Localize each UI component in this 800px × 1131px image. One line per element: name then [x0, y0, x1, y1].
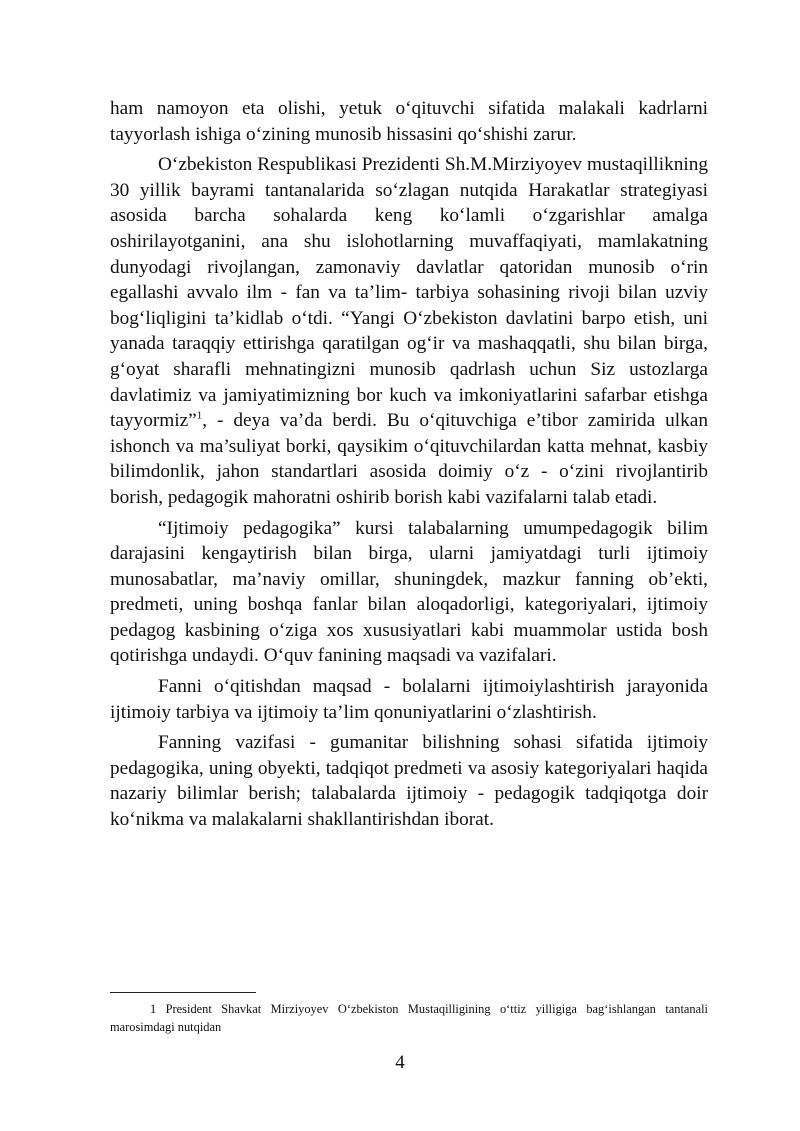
- paragraph-2-text: O‘zbekiston Respublikasi Prezidenti Sh.M.Mirziyoyev mustaqillikning 30 yillik bayrami tantanalarida so‘zlagan nutqida Harakatlar strategiyasi asosida barcha sohalarda keng ko‘lamli o‘zgarishlar amalga oshirilayotganini, ana shu islohotlarning muvaffaqiyati, mamlakatning dunyodagi rivojlangan, zamonaviy davlatlar qatoridan munosib o‘rin egallashi avvalo ilm - fan va ta’lim- tarbiya sohasining rivoji bilan uzviy bog‘liqligini ta’kidlab o‘tdi. “Yangi O‘zbekiston davlatini barpo etish, uni yanada taraqqiy ettirishga qaratilgan og‘ir va mashaqqatli, shu bilan birga, g‘oyat sharafli mehnatingizni munosib qadrlash uchun Siz ustozlarga davlatimiz va jamiyatimizning bor kuch va imkoniyatlarini safarbar etishga tayyormiz”: [110, 154, 708, 432]
- footnote-marker[interactable]: 1: [196, 409, 203, 422]
- paragraph-1: ham namoyon eta olishi, yetuk o‘qituvchi sifatida malakali kadrlarni tayyorlash ishiga o‘zining munosib hissasini qo‘shishi zarur.: [110, 98, 708, 145]
- paragraph-2: [110, 152, 708, 510]
- footnote-divider: [110, 992, 256, 993]
- page-number: 4: [395, 1052, 405, 1073]
- paragraph-4: Fanni o‘qitishdan maqsad - bolalarni ijtimoiylashtirish jarayonida ijtimoiy tarbiya va ijtimoiy ta’lim qonuniyatlarini o‘zlashtirish.: [110, 676, 708, 723]
- paragraph-3: “Ijtimoiy pedagogika” kursi talabalarning umumpedagogik bilim darajasini kengaytirish bilan birga, ularni jamiyatdagi turli ijtimoiy munosabatlar, ma’naviy omillar, shuningdek, mazkur fanning ob’ekti, predmeti, uning boshqa fanlar bilan aloqadorligi, kategoriyalari, ijtimoiy pedagog kasbining o‘ziga xos xususiyatlari kabi muammolar ustida bosh qotirishga undaydi. O‘quv fanining maqsadi va vazifalari.: [110, 517, 708, 667]
- main-text: [110, 96, 708, 838]
- paragraph-5: Fanning vazifasi - gumanitar bilishning sohasi sifatida ijtimoiy pedagogika, uning obyekti, tadqiqot predmeti va asosiy kategoriyalari haqida nazariy bilimlar berish; talabalarda ijtimoiy - pedagogik tadqiqotga doir ko‘nikma va malakalarni shakllantirishdan iborat.: [110, 732, 708, 831]
- footnote: 1 President Shavkat Mirziyoyev O‘zbekiston Mustaqilligining o‘ttiz yilligiga bag‘ishlangan tantanali marosimdagi nutqidan: [110, 1002, 708, 1034]
- paragraph-2-tail: , - deya va’da berdi. Bu o‘qituvchiga e’tibor zamirida ulkan ishonch va ma’suliyat borki, qaysikim o‘qituvchilardan katta mehnat, kasbiy bilimdonlik, jahon standartlari asosida doimiy o‘z - o‘zini rivojlantirib borish, pedagogik mahoratni oshirib borish kabi vazifalarni talab etadi.: [110, 410, 708, 508]
